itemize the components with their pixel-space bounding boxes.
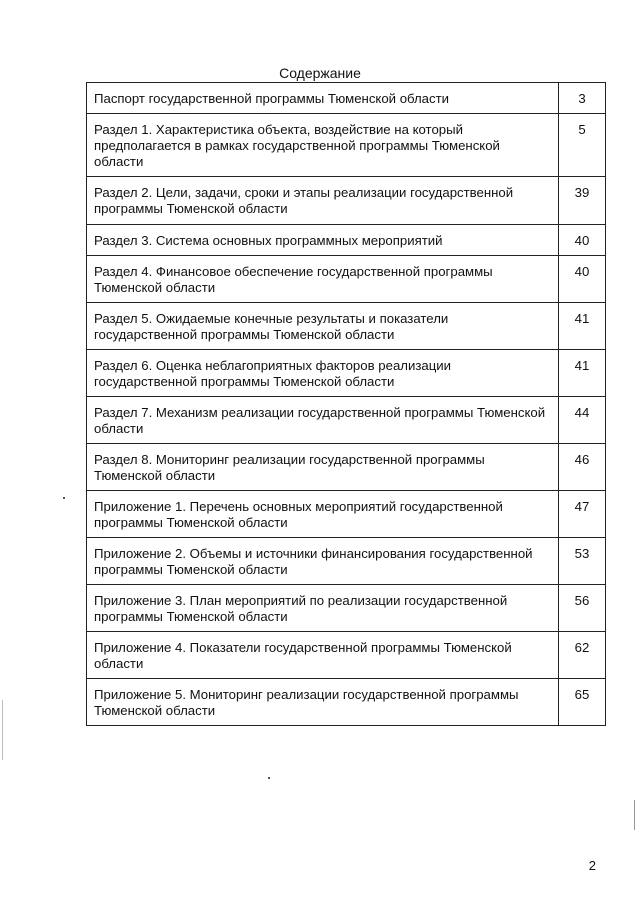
toc-entry-label: Раздел 2. Цели, задачи, сроки и этапы реализации государственной программы Тюменской области [87,177,559,225]
scan-speck [634,800,635,830]
toc-entry-page: 39 [559,177,606,225]
toc-row [87,538,606,585]
toc-entry-page: 53 [559,538,606,585]
page-number: 2 [588,858,596,873]
toc-row [87,303,606,350]
toc-row [87,444,606,491]
toc-row [87,350,606,397]
toc-entry-label: Раздел 1. Характеристика объекта, воздействие на который предполагается в рамках государственной программы Тюменской области [87,114,559,177]
toc-row [87,83,606,114]
toc-row [87,114,606,177]
toc-entry-label: Приложение 3. План мероприятий по реализации государственной программы Тюменской области [87,585,559,632]
toc-entry-label: Раздел 7. Механизм реализации государственной программы Тюменской области [87,397,559,444]
toc-row [87,632,606,679]
toc-entry-page: 56 [559,585,606,632]
toc-entry-label: Приложение 4. Показатели государственной программы Тюменской области [87,632,559,679]
toc-row [87,491,606,538]
toc-row [87,585,606,632]
scan-speck [63,497,65,499]
toc-entry-label: Раздел 3. Система основных программных мероприятий [87,225,559,256]
toc-entry-page: 46 [559,444,606,491]
toc-entry-page: 40 [559,225,606,256]
document-title: Содержание [279,65,361,81]
table-of-contents [86,82,606,726]
toc-entry-page: 3 [559,83,606,114]
toc-entry-page: 47 [559,491,606,538]
toc-entry-page: 5 [559,114,606,177]
toc-entry-label: Приложение 1. Перечень основных мероприятий государственной программы Тюменской области [87,491,559,538]
scan-speck [268,777,270,779]
toc-entry-label: Паспорт государственной программы Тюменской области [87,83,559,114]
scan-speck [2,700,3,760]
toc-entry-page: 62 [559,632,606,679]
toc-entry-page: 41 [559,303,606,350]
toc-entry-label: Приложение 5. Мониторинг реализации государственной программы Тюменской области [87,679,559,726]
toc-row [87,225,606,256]
toc-entry-label: Раздел 4. Финансовое обеспечение государственной программы Тюменской области [87,256,559,303]
toc-entry-page: 44 [559,397,606,444]
toc-row [87,256,606,303]
toc-row [87,177,606,225]
toc-row [87,397,606,444]
toc-entry-page: 40 [559,256,606,303]
toc-entry-label: Раздел 8. Мониторинг реализации государственной программы Тюменской области [87,444,559,491]
toc-entry-page: 65 [559,679,606,726]
toc-entry-label: Раздел 6. Оценка неблагоприятных факторов реализации государственной программы Тюменской области [87,350,559,397]
toc-row [87,679,606,726]
toc-entry-label: Раздел 5. Ожидаемые конечные результаты и показатели государственной программы Тюменской области [87,303,559,350]
toc-entry-label: Приложение 2. Объемы и источники финансирования государственной программы Тюменской области [87,538,559,585]
toc-entry-page: 41 [559,350,606,397]
